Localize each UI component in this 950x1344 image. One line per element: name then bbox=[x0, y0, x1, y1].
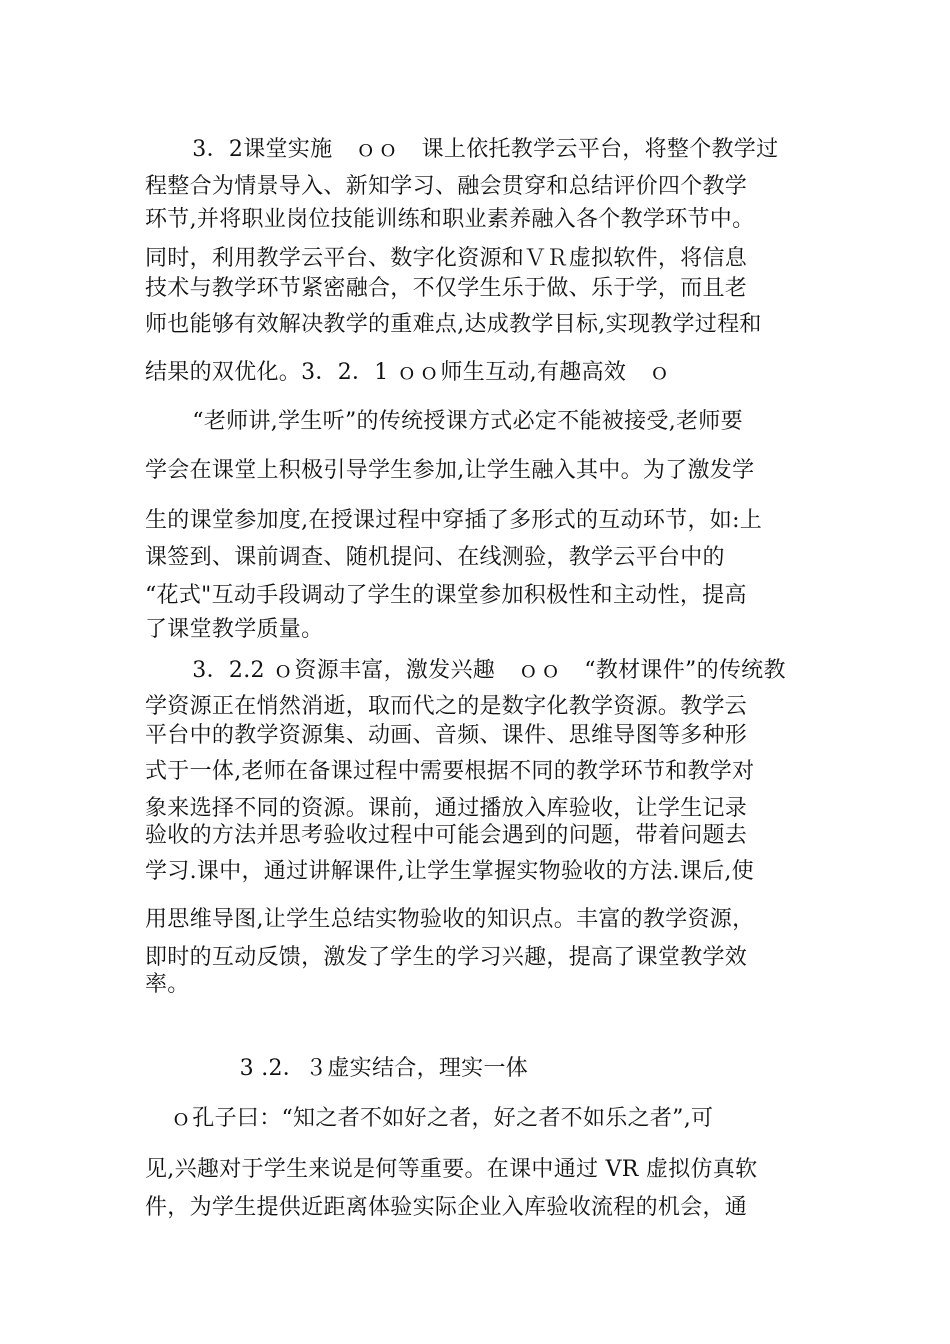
text-line: 式于一体,老师在备课过程中需要根据不同的教学环节和教学对 bbox=[145, 759, 755, 784]
text-line: 生的课堂参加度,在授课过程中穿插了多形式的互动环节，如:上 bbox=[145, 508, 763, 533]
text-line: 了课堂教学质量。 bbox=[145, 617, 324, 642]
text-line: 学习.课中，通过讲解课件,让学生掌握实物验收的方法.课后,使 bbox=[145, 859, 754, 884]
text-line: 象来选择不同的资源。课前，通过播放入库验收，让学生记录 bbox=[145, 796, 748, 821]
section-heading: 3 .2．３虚实结合，理实一体 bbox=[195, 1056, 529, 1081]
text-line: 即时的互动反馈，激发了学生的学习兴趣，提高了课堂教学效 bbox=[145, 945, 748, 970]
text-line: 师也能够有效解决教学的重难点,达成教学目标,实现教学过程和 bbox=[145, 312, 762, 337]
text-line: ｏ孔子曰：“知之者不如好之者，好之者不如乐之者”,可 bbox=[170, 1106, 714, 1131]
text-line: 件，为学生提供近距离体验实际企业入库验收流程的机会，通 bbox=[145, 1195, 748, 1220]
text-line: 结果的双优化。3．2．1 ｏｏ师生互动,有趣高效 ｏ bbox=[145, 360, 671, 385]
text-line: 技术与教学环节紧密融合，不仅学生乐于做、乐于学，而且老 bbox=[145, 276, 748, 301]
text-line: 见,兴趣对于学生来说是何等重要。在课中通过 VR 虚拟仿真软 bbox=[145, 1157, 758, 1182]
text-line: 课签到、课前调查、随机提问、在线测验，教学云平台中的 bbox=[145, 545, 725, 570]
text-line: 用思维导图,让学生总结实物验收的知识点。丰富的教学资源， bbox=[145, 907, 755, 932]
text-line: 学资源正在悄然消逝，取而代之的是数字化教学资源。教学云 bbox=[145, 694, 748, 719]
text-line: 3．2课堂实施 ｏｏ 课上依托教学云平台，将整个教学过 bbox=[170, 137, 779, 162]
text-line: 环节,并将职业岗位技能训练和职业素养融入各个教学环节中。 bbox=[145, 207, 755, 232]
text-line: 3．2.2 ｏ资源丰富，激发兴趣 ｏｏ “教材课件”的传统教 bbox=[170, 658, 786, 683]
text-line: 学会在课堂上积极引导学生参加,让学生融入其中。为了激发学 bbox=[145, 458, 755, 483]
text-line: 平台中的教学资源集、动画、音频、课件、思维导图等多种形 bbox=[145, 723, 748, 748]
text-line: 验收的方法并思考验收过程中可能会遇到的问题，带着问题去 bbox=[145, 823, 748, 848]
text-line: “花式"互动手段调动了学生的课堂参加积极性和主动性，提高 bbox=[145, 583, 747, 608]
text-line: 同时，利用教学云平台、数字化资源和ＶＲ虚拟软件，将信息 bbox=[145, 246, 748, 271]
text-line: 程整合为情景导入、新知学习、融会贯穿和总结评价四个教学 bbox=[145, 174, 748, 199]
text-line: “老师讲,学生听”的传统授课方式必定不能被接受,老师要 bbox=[170, 409, 743, 434]
text-line: 率。 bbox=[145, 972, 190, 997]
